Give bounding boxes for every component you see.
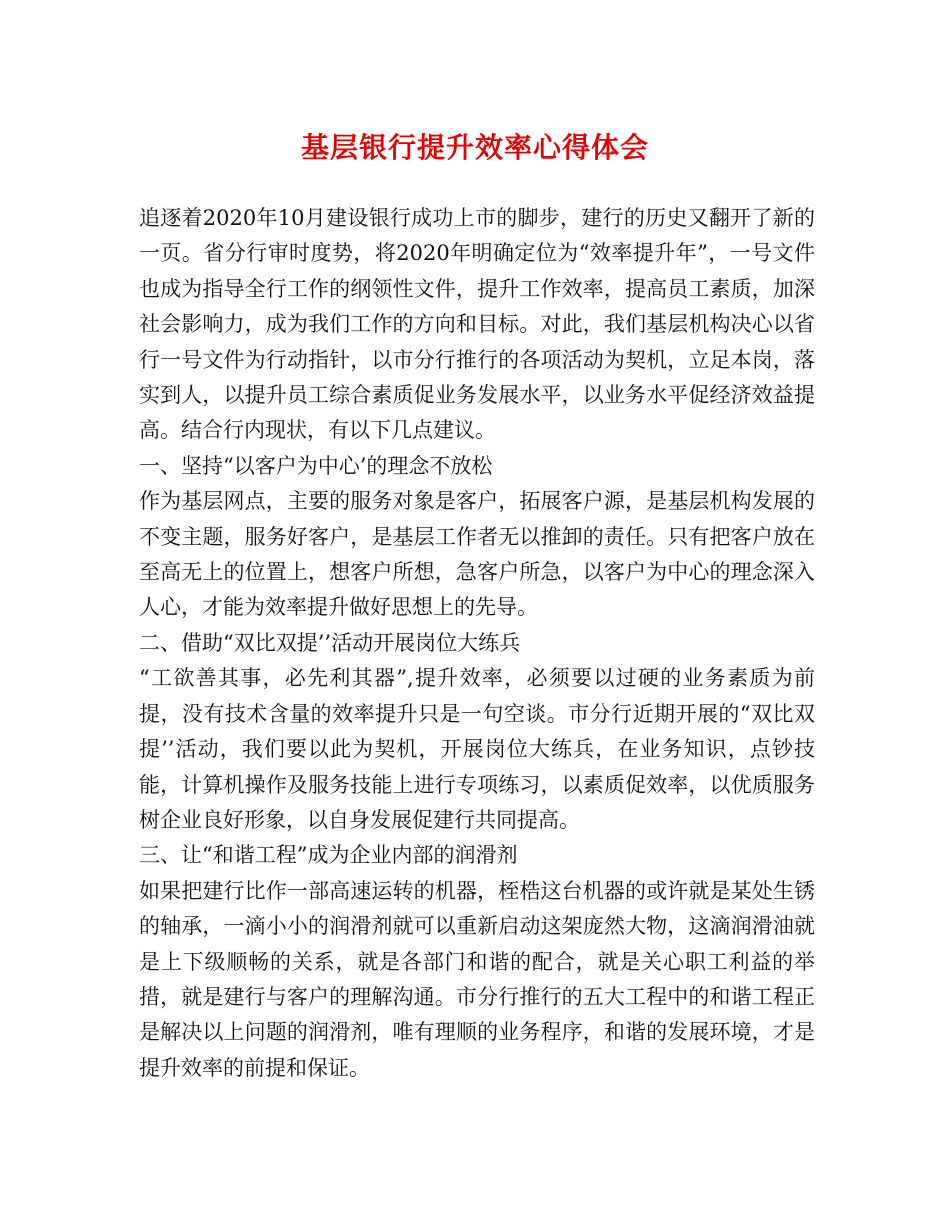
section-heading-2: 二、借助“双比双提’’活动开展岗位大练兵 <box>139 630 521 655</box>
paragraph-section-3: 如果把建行比作一部高速运转的机器，桎梏这台机器的或许就是某处生锈的轴承，一滴小小的润滑剂就可以重新启动这架庞然大物，这滴润滑油就是上下级顺畅的关系，就是各部门和谐的配合，就是关心职工利益的举措，就是建行与客户的理解沟通。市分行推行的五大工程中的和谐工程正是解决以上问题的润滑剂，唯有理顺的业务程序，和谐的发展环境，才是提升效率的前提和保证。 <box>139 878 815 1080</box>
paragraph-intro: 追逐着2020年10月建设银行成功上市的脚步，建行的历史又翻开了新的一页。省分行审时度势，将2020年明确定位为“效率提升年”，一号文件也成为指导全行工作的纲领性文件，提升工作效率，提高员工素质，加深社会影响力，成为我们工作的方向和目标。对此，我们基层机构决心以省行一号文件为行动指针，以市分行推行的各项活动为契机，立足本岗，落实到人，以提升员工综合素质促业务发展水平，以业务水平促经济效益提高。结合行内现状，有以下几点建议。 <box>139 206 815 443</box>
section-heading-3: 三、让“和谐工程”成为企业内部的润滑剂 <box>139 843 518 868</box>
document-body <box>139 201 815 1086</box>
paragraph-section-2: “工欲善其事，必先利其器”,提升效率，必须要以过硬的业务素质为前提，没有技术含量的效率提升只是一句空谈。市分行近期开展的“双比双提’’活动，我们要以此为契机，开展岗位大练兵，在业务知识，点钞技能，计算机操作及服务技能上进行专项练习，以素质促效率，以优质服务树企业良好形象，以自身发展促建行共同提高。 <box>139 666 815 832</box>
paragraph-section-1: 作为基层网点，主要的服务对象是客户，拓展客户源，是基层机构发展的不变主题，服务好客户，是基层工作者无以推卸的责任。只有把客户放在至高无上的位置上，想客户所想，急客户所急，以客户为中心的理念深入人心，才能为效率提升做好思想上的先导。 <box>139 489 815 620</box>
section-heading-1: 一、坚持“以客户为中心’的理念不放松 <box>139 453 493 478</box>
document-title: 基层银行提升效率心得体会 <box>300 131 649 164</box>
